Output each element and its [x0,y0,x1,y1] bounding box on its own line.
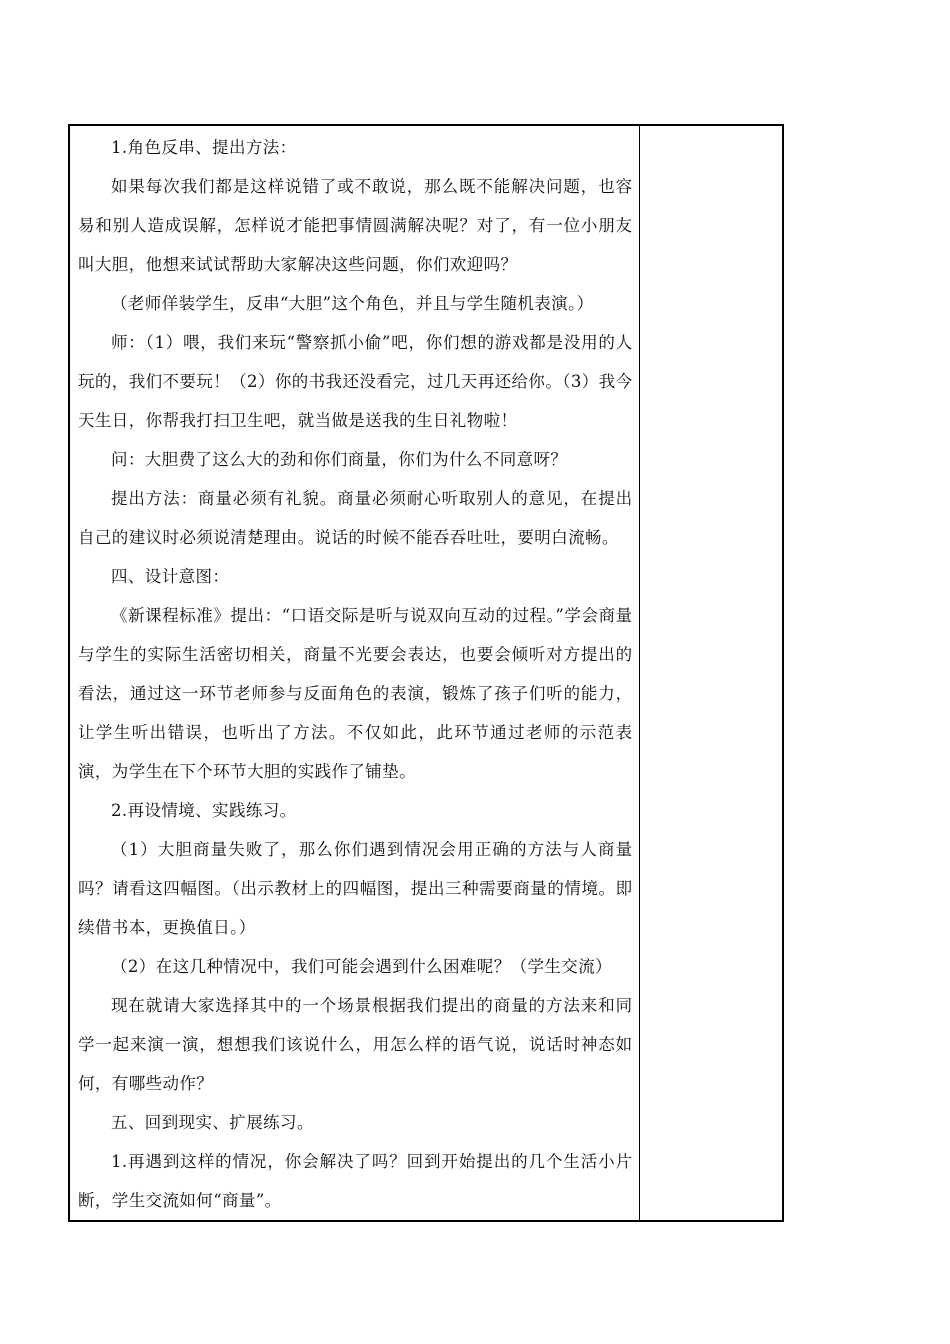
paragraph-teacher-lines: 师：（1）喂，我们来玩“警察抓小偷”吧，你们想的游戏都是没用的人玩的，我们不要玩！（2）你的书我还没看完，过几天再还给你。（3）我今天生日，你帮我打扫卫生吧，就当做是送我的生日礼物啦！ [78,333,633,430]
section-heading-extension: 五、回到现实、扩展练习。 [111,1113,314,1132]
paragraph-question: 问：大胆费了这么大的劲和你们商量，你们为什么不同意呀？ [111,450,568,469]
paragraph-practice-1: （1）大胆商量失败了，那么你们遇到情况会用正确的方法与人商量吗？请看这四幅图。（出示教材上的四幅图，提出三种需要商量的情境。即续借书本，更换值日。） [78,840,633,937]
section-heading-design-intent: 四、设计意图： [111,567,230,586]
lesson-content-cell [69,125,639,1221]
section-heading-role-play: 1.角色反串、提出方法： [111,138,297,157]
paragraph-design-intent: 《新课程标准》提出：“口语交际是听与说双向互动的过程。”学会商量与学生的实际生活密切相关，商量不光要会表达，也要会倾听对方提出的看法，通过这一环节老师参与反面角色的表演，锻炼了孩子们听的能力，让学生听出错误，也听出了方法。不仅如此，此环节通过老师的示范表演，为学生在下个环节大胆的实践作了铺垫。 [78,606,633,781]
paragraph-intro: 如果每次我们都是这样说错了或不敢说，那么既不能解决问题，也容易和别人造成误解，怎样说才能把事情圆满解决呢？对了，有一位小朋友叫大胆，他想来试试帮助大家解决这些问题，你们欢迎吗？ [78,177,633,274]
lesson-plan-table [68,124,784,1222]
paragraph-teacher-roleplay-note: （老师佯装学生，反串“大胆”这个角色，并且与学生随机表演。） [111,294,594,313]
paragraph-method: 提出方法：商量必须有礼貌。商量必须耐心听取别人的意见，在提出自己的建议时必须说清楚理由。说话的时候不能吞吞吐吐，要明白流畅。 [78,489,633,547]
paragraph-practice-3: 现在就请大家选择其中的一个场景根据我们提出的商量的方法来和同学一起来演一演，想想我们该说什么，用怎么样的语气说，说话时神态如何，有哪些动作？ [78,996,633,1093]
paragraph-practice-2: （2）在这几种情况中，我们可能会遇到什么困难呢？（学生交流） [111,957,612,976]
paragraph-extension-1: 1.再遇到这样的情况，你会解决了吗？回到开始提出的几个生活小片断，学生交流如何“商量”。 [78,1152,633,1210]
table-row [69,125,783,1221]
lesson-text [70,126,639,1220]
notes-cell [639,125,783,1221]
section-heading-practice: 2.再设情境、实践练习。 [111,801,297,820]
